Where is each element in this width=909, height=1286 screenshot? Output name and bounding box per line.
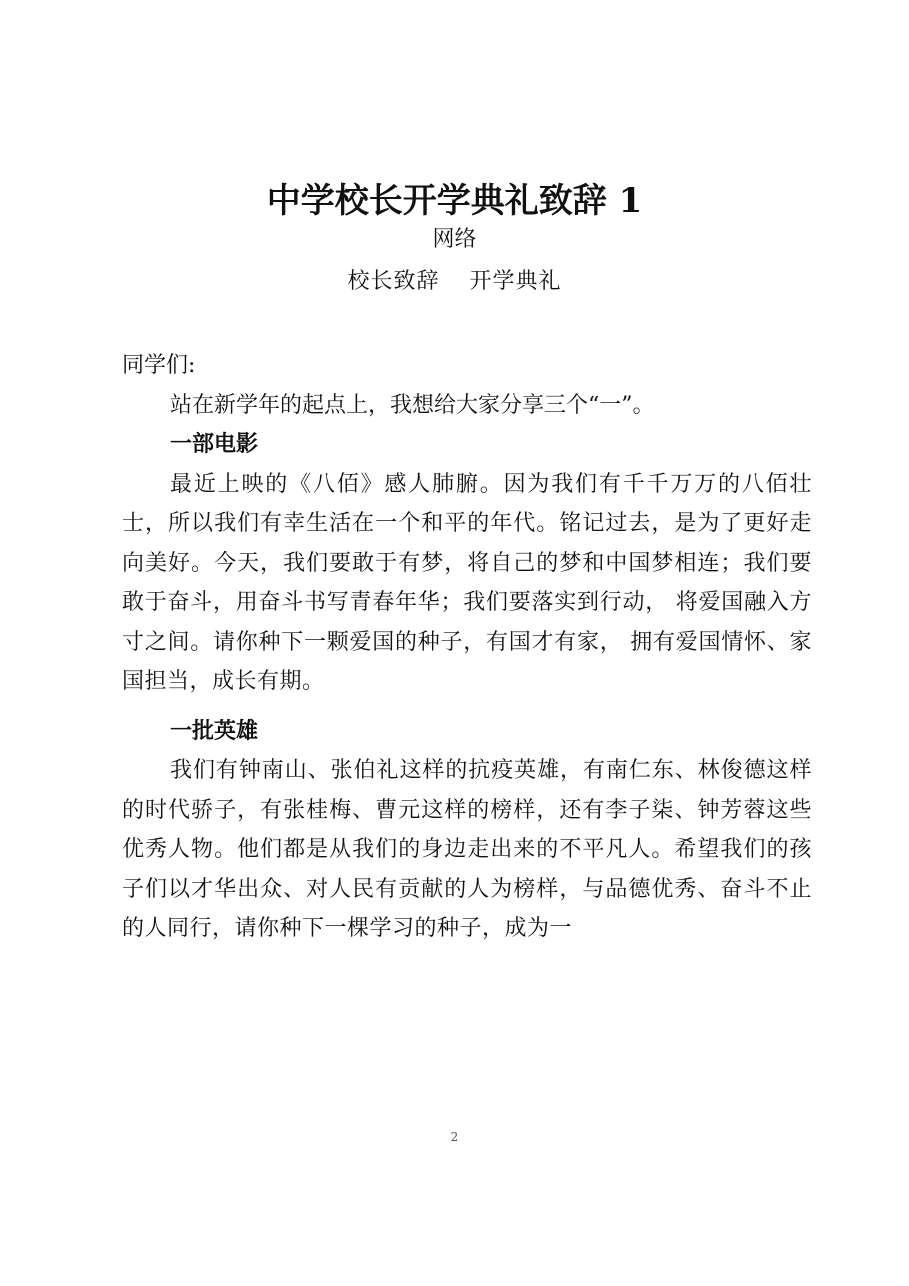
section-heading-1: 一部电影: [170, 431, 259, 457]
section-heading-2: 一批英雄: [170, 717, 259, 744]
intro-paragraph: 站在新学年的起点上，我想给大家分享三个“一”。: [170, 392, 655, 418]
section-paragraph-1: 最近上映的《八佰》感人肺腑。因为我们有千千万万的八佰壮士，所以我们有幸生活在一个和平的年代。铭记过去，是为了更好走向美好。今天，我们要敢于有梦，将自己的梦和中国梦相连；我们要敢于奋斗，用奋斗书写青春年华；我们要落实到行动， 将爱国融入方寸之间。请你种下一颗爱国的种子，有国才有家， 拥有爱国情怀、家国担当，成长有期。: [122, 471, 812, 694]
document-title: 中学校长开学典礼致辞 1: [266, 181, 643, 221]
section-paragraph-2: 我们有钟南山、张伯礼这样的抗疫英雄，有南仁东、林俊德这样的时代骄子，有张桂梅、曹元这样的榜样，还有李子柒、钟芳蓉这些优秀人物。他们都是从我们的身边走出来的不平凡人。希望我们的孩子们以才华出众、对人民有贡献的人为榜样，与品德优秀、奋斗不止的人同行，请你种下一棵学习的种子，成为一: [122, 758, 812, 941]
document-author: 网络: [432, 227, 477, 252]
section-gap: [122, 702, 812, 712]
keyword-2: 开学典礼: [469, 269, 562, 294]
salutation: 同学们:: [122, 353, 196, 378]
keyword-1: 校长致辞: [347, 269, 440, 294]
page-number: 2: [450, 1130, 459, 1144]
document-body: [122, 346, 812, 949]
keywords-line: [0, 266, 909, 298]
